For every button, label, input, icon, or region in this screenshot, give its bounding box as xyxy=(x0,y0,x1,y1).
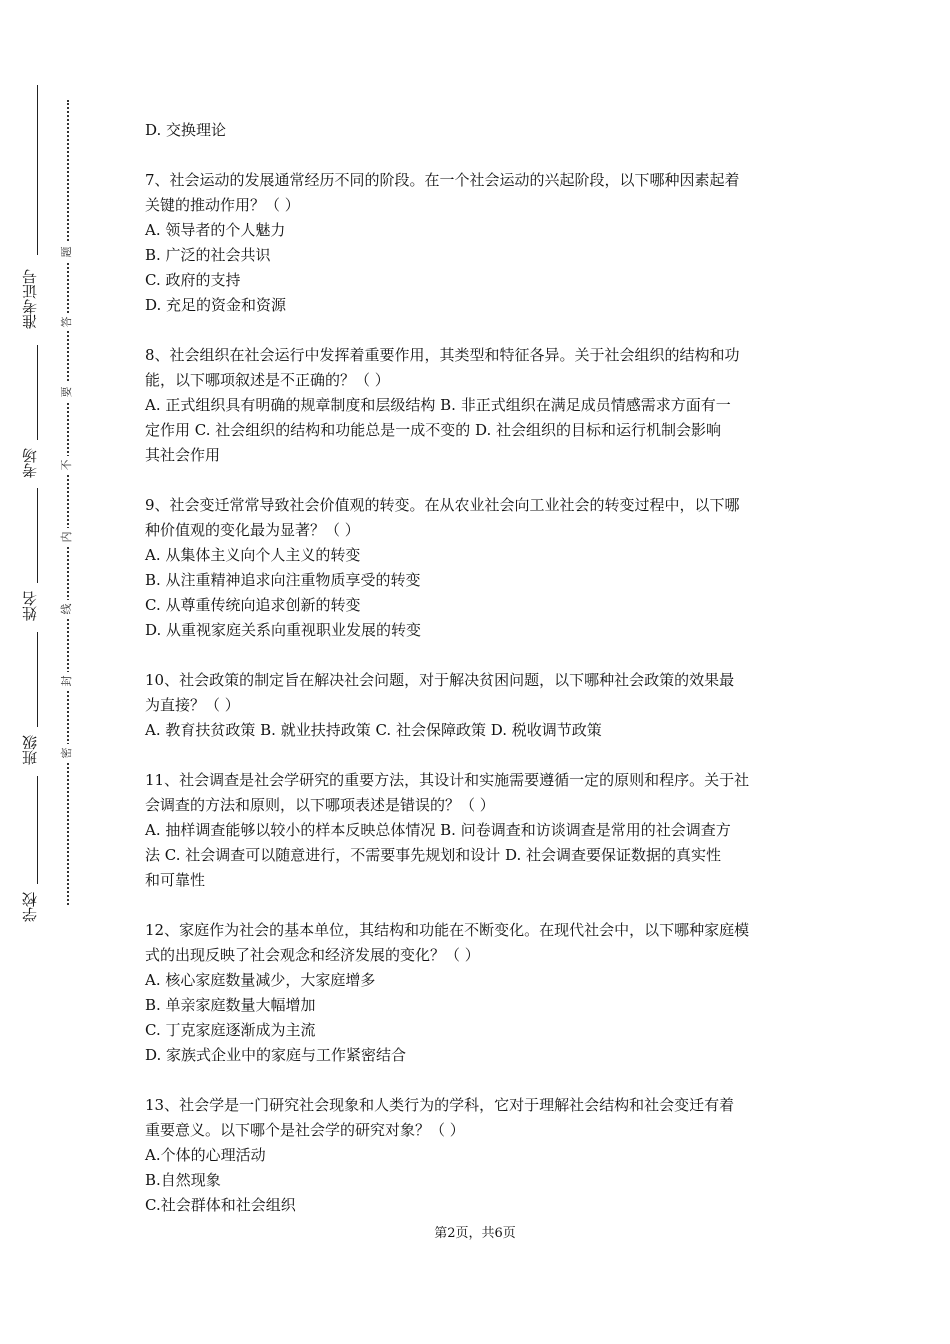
question-text: 能，以下哪项叙述是不正确的？（ ） xyxy=(145,371,390,389)
question-text: 会调查的方法和原则，以下哪项表述是错误的？（ ） xyxy=(145,796,495,814)
option-line: A. 教育扶贫政策 B. 就业扶持政策 C. 社会保障政策 D. 税收调节政策 xyxy=(145,721,602,739)
option-line: B. 广泛的社会共识 xyxy=(145,246,271,264)
margin-line xyxy=(37,345,38,440)
question-block xyxy=(145,668,815,743)
label-exam-id: 准考证号 xyxy=(21,269,39,329)
question-block xyxy=(145,118,815,143)
question-text: 种价值观的变化最为显著？（ ） xyxy=(145,521,360,539)
option-line: B. 单亲家庭数量大幅增加 xyxy=(145,996,316,1014)
option-line: D. 充足的资金和资源 xyxy=(145,296,287,314)
question-text: 7、社会运动的发展通常经历不同的阶段。在一个社会运动的兴起阶段，以下哪种因素起着 xyxy=(145,171,740,189)
question-block xyxy=(145,1093,815,1218)
option-line: D. 家族式企业中的家庭与工作紧密结合 xyxy=(145,1046,407,1064)
question-text: 关键的推动作用？（ ） xyxy=(145,196,300,214)
margin-line xyxy=(37,85,38,255)
seal-char: 题 xyxy=(58,243,76,261)
question-text: 13、社会学是一门研究社会现象和人类行为的学科，它对于理解社会结构和社会变迁有着 xyxy=(145,1096,735,1114)
option-line: C. 丁克家庭逐渐成为主流 xyxy=(145,1021,316,1039)
option-line: 定作用 C. 社会组织的结构和功能总是一成不变的 D. 社会组织的目标和运行机制会影响 xyxy=(145,421,722,439)
seal-char: 答 xyxy=(58,313,76,331)
option-line: A. 抽样调查能够以较小的样本反映总体情况 B. 问卷调查和访谈调查是常用的社会调查方 xyxy=(145,821,731,839)
question-text: 式的出现反映了社会观念和经济发展的变化？（ ） xyxy=(145,946,480,964)
option-line: C. 从尊重传统向追求创新的转变 xyxy=(145,596,361,614)
seal-char: 不 xyxy=(58,456,76,474)
question-text: 9、社会变迁常常导致社会价值观的转变。在从农业社会向工业社会的转变过程中，以下哪 xyxy=(145,496,740,514)
label-name: 姓名 xyxy=(21,591,39,621)
margin-line xyxy=(37,632,38,727)
option-line: 法 C. 社会调查可以随意进行，不需要事先规划和设计 D. 社会调查要保证数据的真实性 xyxy=(145,846,722,864)
label-school: 学校 xyxy=(21,892,39,922)
option-line: D. 交换理论 xyxy=(145,121,227,139)
option-line: 其社会作用 xyxy=(145,446,221,464)
seal-char: 封 xyxy=(58,672,76,690)
question-block xyxy=(145,493,815,643)
question-block xyxy=(145,343,815,468)
option-line: C.社会群体和社会组织 xyxy=(145,1196,296,1214)
option-line: A. 正式组织具有明确的规章制度和层级结构 B. 非正式组织在满足成员情感需求方面有一 xyxy=(145,396,731,414)
question-block xyxy=(145,918,815,1068)
question-text: 12、家庭作为社会的基本单位，其结构和功能在不断变化。在现代社会中，以下哪种家庭模 xyxy=(145,921,750,939)
option-line: A. 从集体主义向个人主义的转变 xyxy=(145,546,361,564)
seal-char: 线 xyxy=(58,600,76,618)
margin-line xyxy=(37,488,38,583)
option-line: B.自然现象 xyxy=(145,1171,221,1189)
question-text: 8、社会组织在社会运行中发挥着重要作用，其类型和特征各异。关于社会组织的结构和功 xyxy=(145,346,740,364)
margin-line xyxy=(37,776,38,884)
option-line: A. 核心家庭数量减少，大家庭增多 xyxy=(145,971,376,989)
question-block xyxy=(145,768,815,893)
label-exam-room: 考场 xyxy=(21,448,39,478)
option-line: A.个体的心理活动 xyxy=(145,1146,266,1164)
question-list xyxy=(145,118,815,1243)
question-block xyxy=(145,168,815,318)
seal-char: 内 xyxy=(58,528,76,546)
question-text: 11、社会调查是社会学研究的重要方法，其设计和实施需要遵循一定的原则和程序。关于社 xyxy=(145,771,750,789)
option-line: A. 领导者的个人魅力 xyxy=(145,221,286,239)
option-line: B. 从注重精神追求向注重物质享受的转变 xyxy=(145,571,421,589)
question-text: 重要意义。以下哪个是社会学的研究对象？（ ） xyxy=(145,1121,465,1139)
label-class: 班级 xyxy=(21,735,39,765)
seal-char: 密 xyxy=(58,744,76,762)
option-line: 和可靠性 xyxy=(145,871,206,889)
seal-dotted-line xyxy=(67,100,69,905)
question-text: 10、社会政策的制定旨在解决社会问题，对于解决贫困问题，以下哪种社会政策的效果最 xyxy=(145,671,735,689)
option-line: D. 从重视家庭关系向重视职业发展的转变 xyxy=(145,621,422,639)
page-number: 第2页，共6页 xyxy=(434,1226,516,1241)
option-line: C. 政府的支持 xyxy=(145,271,241,289)
question-text: 为直接？（ ） xyxy=(145,696,240,714)
seal-char: 要 xyxy=(58,383,76,401)
